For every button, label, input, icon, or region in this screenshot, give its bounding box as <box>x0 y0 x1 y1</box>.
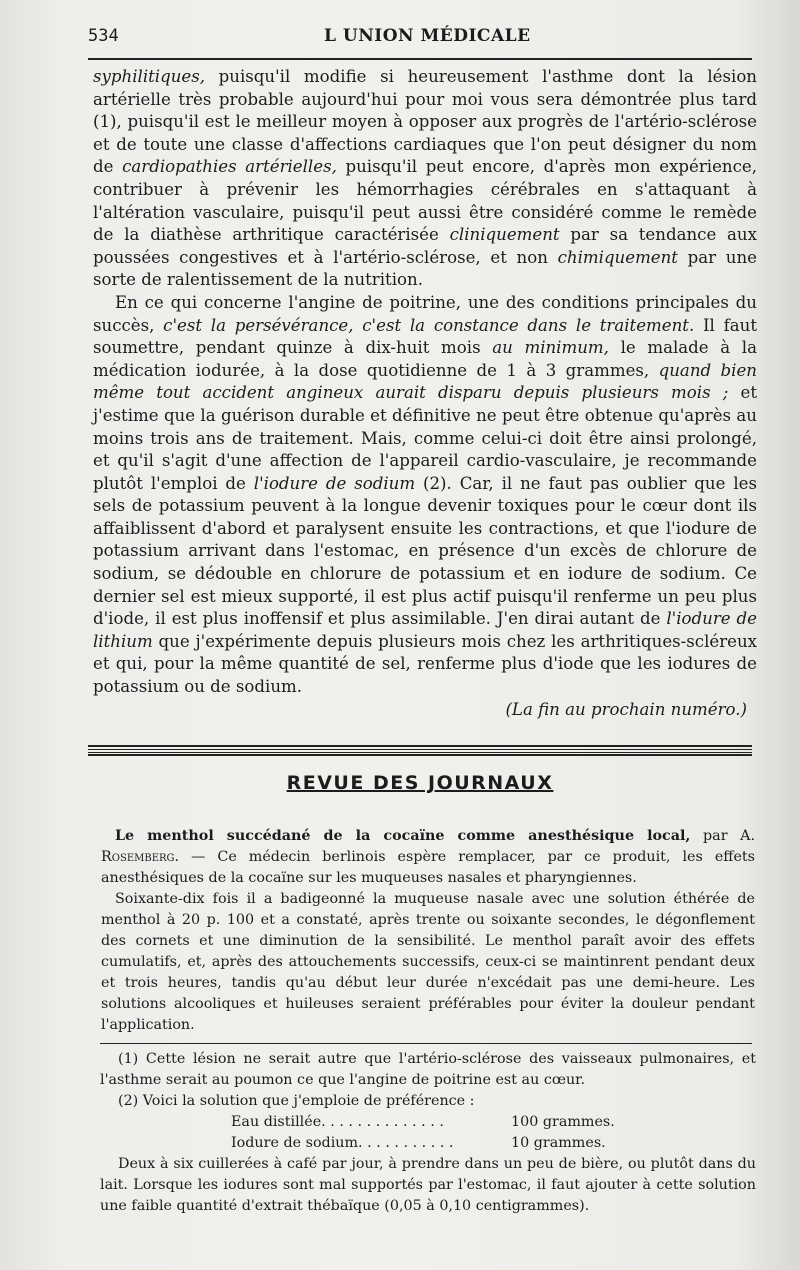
recipe-ingredient: Eau distillée. . . . . . . . . . . . . . <box>231 1114 444 1130</box>
footnote-1: (1) Cette lésion ne serait autre que l'artério-sclérose des vaisseaux pulmonaires, et l'asthme serait au poumon ce que l'angine de poitrine est au cœur. <box>100 1051 756 1088</box>
recipe-row <box>231 1133 631 1154</box>
section-title-text: REVUE DES JOURNAUX <box>286 772 554 794</box>
article-body <box>93 66 757 721</box>
journal-author: Rosemberg. <box>101 849 180 865</box>
journal-paragraph-2: Soixante-dix fois il a badigeonné la muqueuse nasale avec une solution éthérée de menthol à 20 p. 100 et a constaté, après trente ou soixante secondes, le dégonflement des cornets et une diminution de la sensibilité. Le menthol paraît avoir des effets cumulatifs, et, après des attouchements successifs, ceux-ci se maintinrent pendant deux et trois heures, tandis qu'au début leur durée n'excédait pas une demi-heure. Les solutions alcooliques et huileuses seraient préférables pour éviter la douleur pendant l'application. <box>101 891 755 1033</box>
recipe-row <box>231 1112 631 1133</box>
recipe-ingredient: Iodure de sodium. . . . . . . . . . . <box>231 1135 454 1151</box>
italic-text-run: quand bien même tout accident angineux aurait disparu depuis plusieurs mois ; <box>93 360 757 403</box>
page-number: 534 <box>88 26 119 46</box>
text-run: Il faut soumettre, pendant quinze à dix-huit mois <box>93 315 757 358</box>
italic-text-run: chimiquement <box>557 247 678 267</box>
journal-intro: — Ce médecin berlinois espère remplacer, par ce produit, les effets anesthésiques de la cocaïne sur les muqueuses nasales et pharyngiennes. <box>101 849 755 886</box>
section-rule-bottom <box>88 752 752 756</box>
section-title <box>88 772 752 794</box>
footnote-dosage: Deux à six cuillerées à café par jour, à prendre dans un peu de bière, ou plutôt dans du lait. Lorsque les iodures sont mal supportés par l'estomac, il faut ajouter à cette solution une faible quantité d'extrait thébaïque (0,05 à 0,10 centigrammes). <box>100 1156 756 1214</box>
recipe-quantity: 10 grammes. <box>511 1135 606 1151</box>
header-rule <box>88 58 752 60</box>
italic-text-run: l'iodure de lithium <box>93 609 757 651</box>
italic-text-run: syphilitiques, <box>93 67 206 86</box>
footnotes <box>100 1049 756 1217</box>
text-run: et j'estime que la guérison durable et définitive ne peut être obtenue qu'après au moins trois ans de traitement. Mais, comme celui-ci doit être ainsi prolongé, et qu'il s'agit d'une affection de l'appareil cardio-vasculaire, je recommande plutôt l'emploi de <box>93 383 757 493</box>
text-run: par sa tendance aux poussées congestives et à l'artério-sclérose, et non <box>93 225 757 267</box>
journal-review <box>101 826 755 1036</box>
text-run: (2). Car, il ne faut pas oublier que les sels de potassium peuvent à la longue devenir toxiques pour le cœur dont ils affaiblissent d'abord et paralysent ensuite les contractions, et que l'iodure de potassium arrivant dans l'estomac, en présence d'un excès de chlorure de sodium, se dédouble en chlorure de potassium et en iodure de sodium. Ce dernier sel est mieux supporté, il est plus actif puisqu'il renferme un peu plus d'iode, il est plus inoffensif et plus assimilable. J'en dirai autant de <box>93 473 757 629</box>
recipe-quantity: 100 grammes. <box>511 1114 615 1130</box>
text-run: que j'expérimente depuis plusieurs mois chez les arthritiques-scléreux et qui, pour la même quantité de sel, renferme plus d'iode que les iodures de potassium ou de sodium. <box>93 631 757 697</box>
footnote-rule <box>100 1043 752 1044</box>
italic-text-run: au minimum, <box>492 338 609 358</box>
italic-text-run: cliniquement <box>449 225 560 245</box>
italic-text-run: cardiopathies artérielles, <box>122 157 337 177</box>
article-paragraph-1 <box>93 66 757 292</box>
text-run: puisqu'il peut encore, d'après mon expérience, contribuer à prévenir les hémorrhagies cérébrales en s'attaquant à l'altération vasculaire, puisqu'il peut aussi être considéré comme le remède de la diathèse arthritique caractérisée <box>93 157 757 245</box>
text-run: par une sorte de ralentissement de la nutrition. <box>93 247 757 290</box>
to-be-continued: (La fin au prochain numéro.) <box>505 699 747 719</box>
article-paragraph-2 <box>93 292 757 699</box>
page-header <box>88 26 752 48</box>
section-rule-top <box>88 745 752 750</box>
italic-text-run: l'iodure de sodium <box>253 473 416 493</box>
text-run: puisqu'il modifie si heureusement l'asthme dont la lésion artérielle très probable aujourd'hui pour moi vous sera démontrée plus tard (1), puisqu'il est le meilleur moyen à opposer aux progrès de l'artério-sclérose et de toute une classe d'affections cardiaques que l'on peut désigner du nom de <box>93 67 757 177</box>
recipe <box>231 1112 631 1154</box>
text-run: le malade à la médication iodurée, à la dose quotidienne de 1 à 3 grammes, <box>93 338 757 380</box>
journal-by: par A. <box>690 828 755 844</box>
running-title: L UNION MÉDICALE <box>324 26 531 46</box>
italic-text-run: c'est la persévérance, c'est la constance dans le traitement. <box>163 315 695 335</box>
journal-article-title: Le menthol succédané de la cocaïne comme anesthésique local, <box>115 828 691 844</box>
text-run: En ce qui concerne l'angine de poitrine, une des conditions principales du succès, <box>93 292 757 335</box>
journal-paragraph-1 <box>101 826 755 889</box>
footnote-2: (2) Voici la solution que j'emploie de préférence : <box>118 1093 475 1109</box>
